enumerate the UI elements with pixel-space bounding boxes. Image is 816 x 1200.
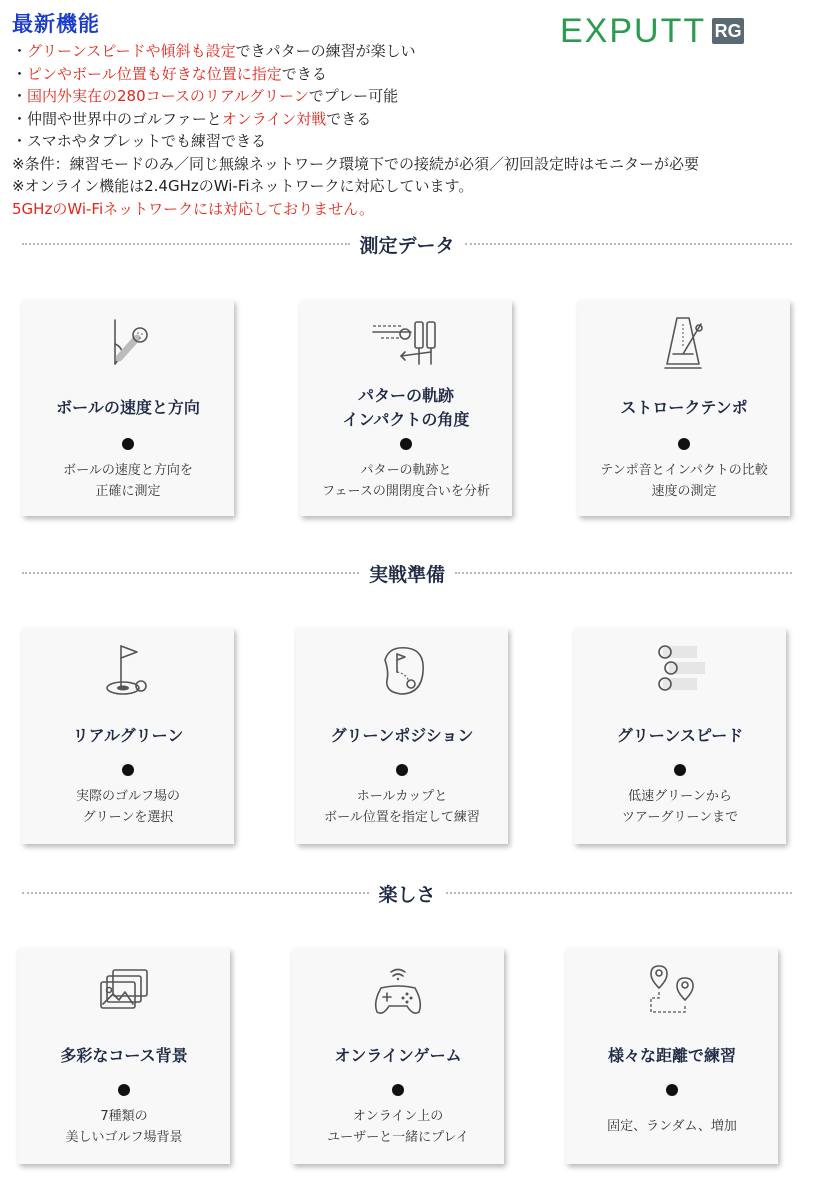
feature-card (22, 300, 234, 516)
bullet-dot (396, 764, 408, 776)
feature-card (296, 628, 508, 844)
feature-list (12, 40, 699, 220)
card-description (574, 786, 786, 828)
highlight-text: 国内外実在の280コースのリアルグリーン (27, 87, 309, 105)
feature-card (566, 948, 778, 1164)
feature-line (12, 40, 699, 63)
card-description-line: 固定、ランダム、増加 (607, 1119, 737, 1134)
flag-hole-icon (93, 642, 163, 702)
putter-path-icon (371, 314, 441, 374)
card-description (18, 1106, 230, 1148)
bullet-dot (122, 764, 134, 776)
feature-line (12, 85, 699, 108)
feature-text: でプレー可能 (308, 87, 399, 105)
dotted-divider (22, 572, 359, 574)
section-heading-practice (22, 558, 792, 588)
card-title-line: 多彩なコース背景 (60, 1046, 188, 1065)
feature-text: ※条件：練習モードのみ／同じ無線ネットワーク環境下での接続が必須／初回設定時はモニターが必要 (12, 154, 699, 173)
card-description (22, 786, 234, 828)
feature-line (12, 63, 699, 86)
bullet-dot (122, 438, 134, 450)
card-title (296, 724, 508, 748)
rolling-balls-icon (645, 642, 715, 702)
highlight-text: 5GHzのWi-Fiネットワークには対応しておりません。 (12, 199, 375, 218)
card-title-line: ストロークテンポ (620, 398, 748, 417)
card-description (578, 460, 790, 502)
card-title-line: リアルグリーン (72, 726, 184, 745)
highlight-text: グリーンスピードや傾斜も設定 (27, 42, 236, 60)
landscape-images-icon (89, 962, 159, 1022)
green-position-icon (367, 642, 437, 702)
card-title (578, 396, 790, 420)
feature-text: ・ (12, 42, 28, 60)
dotted-divider (22, 243, 350, 245)
card-description-line: 低速グリーンから (628, 789, 732, 804)
card-title-line: インパクトの角度 (342, 410, 470, 429)
card-description (292, 1106, 504, 1148)
card-description-line: ボールの速度と方向を (63, 463, 193, 478)
card-title-line: ボールの速度と方向 (56, 398, 200, 417)
map-pins-icon (637, 962, 707, 1022)
feature-line (12, 108, 699, 131)
logo-text: EXPUTT (560, 12, 707, 50)
card-title (574, 724, 786, 748)
card-description-line: グリーンを選択 (82, 810, 174, 825)
bullet-dot (392, 1084, 404, 1096)
dotted-divider (22, 892, 369, 894)
bullet-dot (666, 1084, 678, 1096)
feature-card (300, 300, 512, 516)
highlight-text: ピンやボール位置も好きな位置に指定 (27, 64, 282, 83)
section-title: 楽しさ (378, 883, 436, 906)
feature-card (574, 628, 786, 844)
card-title-line: パターの軌跡 (357, 386, 454, 405)
card-title-line: グリーンポジション (330, 726, 474, 745)
card-description-line: 7種類の (100, 1109, 148, 1124)
bullet-dot (678, 438, 690, 450)
logo-badge: RG (712, 18, 744, 44)
card-description-line: フェースの開閉度合いを分析 (322, 484, 490, 499)
metronome-icon (649, 314, 719, 374)
bullet-dot (118, 1084, 130, 1096)
card-description-line: 実際のゴルフ場の (75, 789, 180, 804)
section-title: 実戦準備 (369, 563, 446, 586)
feature-text: できる (326, 109, 372, 128)
card-description-line: 正確に測定 (95, 484, 161, 499)
feature-text: ※オンライン機能は2.4GHzのWi-Fiネットワークに対応しています。 (12, 177, 474, 195)
section-heading-measurement (22, 229, 792, 259)
card-title (22, 396, 234, 420)
card-title (566, 1044, 778, 1068)
bullet-dot (674, 764, 686, 776)
card-description-line: パターの軌跡と (360, 463, 452, 478)
card-description-line: ボール位置を指定して練習 (324, 810, 480, 825)
card-description (566, 1116, 778, 1137)
card-description-line: ホールカップと (356, 789, 448, 804)
feature-line (12, 130, 699, 153)
feature-text: できる (281, 64, 327, 83)
card-title (292, 1044, 504, 1068)
dotted-divider (446, 892, 793, 894)
gamepad-icon (363, 962, 433, 1022)
card-title-line: オンラインゲーム (334, 1046, 462, 1065)
card-title (300, 384, 512, 432)
card-description-line: テンポ音とインパクトの比較 (600, 463, 768, 478)
feature-text: ・ (12, 87, 28, 105)
feature-card (22, 628, 234, 844)
feature-card (18, 948, 230, 1164)
card-description-line: 速度の測定 (651, 484, 717, 499)
feature-card (292, 948, 504, 1164)
card-description-line: ツアーグリーンまで (621, 810, 739, 825)
bullet-dot (400, 438, 412, 450)
section-heading-fun (22, 878, 792, 908)
card-description (22, 460, 234, 502)
highlight-text: オンライン対戦 (221, 109, 327, 128)
ball-speed-direction-icon (93, 314, 163, 374)
dotted-divider (465, 243, 793, 245)
feature-text: ・スマホやタブレットでも練習できる (12, 132, 266, 150)
card-description-line: ユーザーと一緒にプレイ (327, 1130, 469, 1145)
card-title-line: グリーンスピード (616, 726, 744, 745)
feature-line (12, 175, 699, 198)
feature-line (12, 153, 699, 176)
feature-card (578, 300, 790, 516)
feature-text: ・仲間や世界中のゴルファーと (12, 109, 222, 128)
feature-line (12, 198, 699, 221)
card-description (296, 786, 508, 828)
dotted-divider (455, 572, 792, 574)
card-description (300, 460, 512, 502)
section-title: 測定データ (359, 234, 455, 257)
card-description-line: オンライン上の (352, 1109, 444, 1124)
card-description-line: 美しいゴルフ場背景 (65, 1130, 183, 1145)
card-title (18, 1044, 230, 1068)
card-title (22, 724, 234, 748)
feature-text: ・ (12, 64, 28, 83)
feature-text: できパターの練習が楽しい (235, 42, 416, 60)
card-title-line: 様々な距離で練習 (607, 1046, 736, 1065)
page-title: 最新機能 (12, 12, 100, 36)
